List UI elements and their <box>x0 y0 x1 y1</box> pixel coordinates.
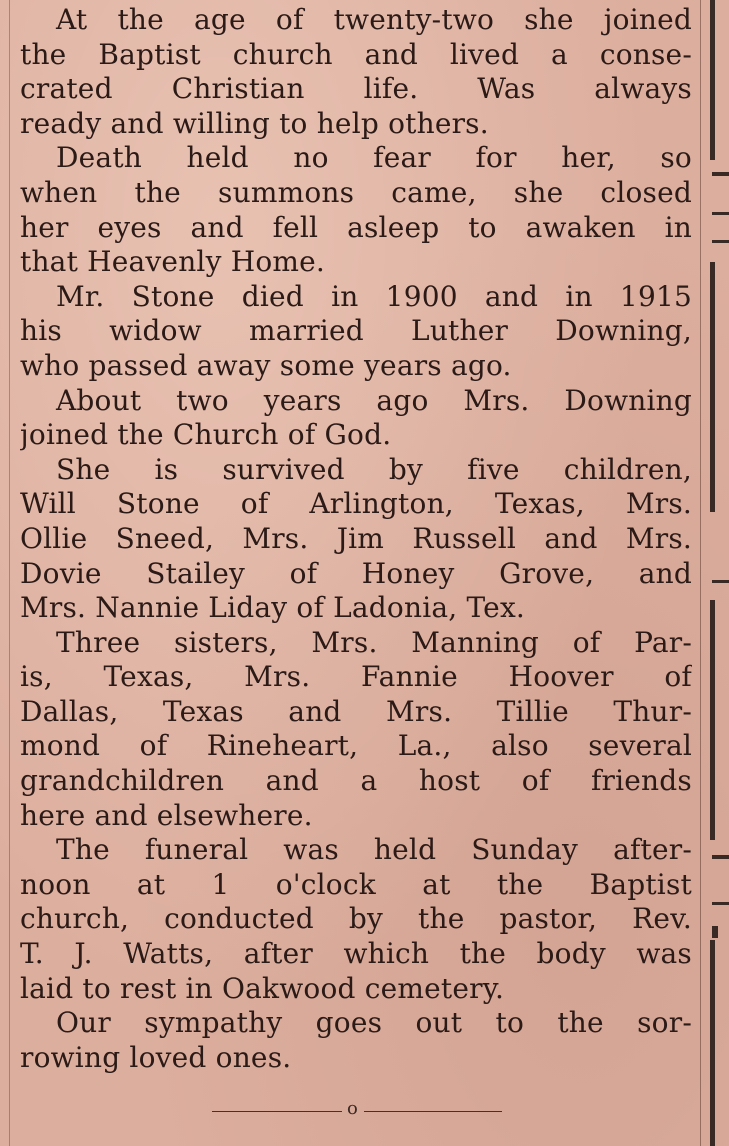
article-line: Death held no fear for her, so <box>56 141 692 175</box>
article-line: ready and willing to help others. <box>20 106 489 140</box>
adjacent-column-ink-mark <box>712 926 718 938</box>
adjacent-column-ink-mark <box>712 172 729 176</box>
article-line: her eyes and fell asleep to awaken in <box>20 210 692 244</box>
article-line: the Baptist church and lived a conse- <box>20 37 692 71</box>
article-line: Mrs. Nannie Liday of Ladonia, Tex. <box>20 591 526 625</box>
article-line: that Heavenly Home. <box>20 245 326 279</box>
article-line: when the summons came, she closed <box>20 175 692 209</box>
article-line: church, conducted by the pastor, Rev. <box>20 902 692 936</box>
article-line: About two years ago Mrs. Downing <box>56 383 692 417</box>
article-line: crated Christian life. Was always <box>20 72 692 106</box>
article-line: laid to rest in Oakwood cemetery. <box>20 971 505 1005</box>
adjacent-column-ink-mark <box>712 212 729 215</box>
article-line: The funeral was held Sunday after- <box>56 833 692 867</box>
adjacent-column-ink-mark <box>712 902 729 905</box>
adjacent-column-ink-mark <box>712 240 729 243</box>
article-line: here and elsewhere. <box>20 798 313 832</box>
left-column-rule <box>9 0 10 1146</box>
article-line: mond of Rineheart, La., also several <box>20 729 692 763</box>
article-line: Three sisters, Mrs. Manning of Par- <box>56 625 692 659</box>
adjacent-column-ink-mark <box>710 600 715 840</box>
article-line: T. J. Watts, after which the body was <box>20 937 692 971</box>
article-line: who passed away some years ago. <box>20 348 512 382</box>
obituary-article <box>20 3 692 1075</box>
adjacent-column-ink-mark <box>712 580 729 583</box>
article-line: joined the Church of God. <box>20 418 392 452</box>
article-line: his widow married Luther Downing, <box>20 314 692 348</box>
article-line: is, Texas, Mrs. Fannie Hoover of <box>20 660 692 694</box>
article-line: Mr. Stone died in 1900 and in 1915 <box>56 279 692 313</box>
article-line: Ollie Sneed, Mrs. Jim Russell and Mrs. <box>20 521 692 555</box>
article-line: Dallas, Texas and Mrs. Tillie Thur- <box>20 694 692 728</box>
article-line: noon at 1 o'clock at the Baptist <box>20 867 692 901</box>
end-rule-left-line <box>212 1111 342 1112</box>
adjacent-column-ink-mark <box>710 940 715 1146</box>
article-line: Will Stone of Arlington, Texas, Mrs. <box>20 487 692 521</box>
adjacent-column-ink-mark <box>710 262 715 512</box>
article-line: grandchildren and a host of friends <box>20 764 692 798</box>
article-line: Dovie Stailey of Honey Grove, and <box>20 556 692 590</box>
end-rule-ornament: o <box>347 1098 358 1119</box>
article-end-rule <box>212 1100 502 1120</box>
article-line: At the age of twenty-two she joined <box>56 3 692 36</box>
end-rule-right-line <box>364 1111 502 1112</box>
adjacent-column-ink-mark <box>712 855 729 859</box>
adjacent-column-ink-mark <box>710 0 715 160</box>
article-line: rowing loved ones. <box>20 1040 292 1074</box>
article-line: She is survived by five children, <box>56 452 692 486</box>
right-column-rule <box>700 0 701 1146</box>
article-line: Our sympathy goes out to the sor- <box>56 1006 692 1040</box>
